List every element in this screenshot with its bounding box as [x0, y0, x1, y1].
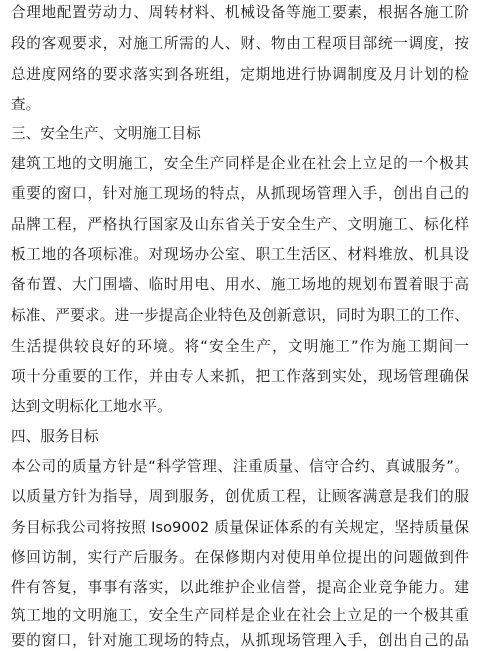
paragraph-line: 生活提供较良好的环境。将“安全生产，文明施工”作为施工期间一	[11, 338, 469, 355]
paragraph-line: 修回访制，实行产后服务。在保修期内对使用单位提出的问题做到件	[11, 549, 469, 566]
paragraph-line: 段的客观要求，对施工所需的人、财、物由工程项目部统一调度，按	[11, 35, 469, 52]
paragraph-line: 合理地配置劳动力、周转材料、机械设备等施工要素，根据各施工阶	[11, 4, 469, 21]
paragraph-line: 重要的窗口，针对施工现场的特点，从抓现场管理入手，创出自己的	[11, 185, 469, 202]
paragraph-line: 品牌工程，严格执行国家及山东省关于安全生产、文明施工、标化样	[11, 216, 469, 233]
paragraph-line: 以质量方针为指导，周到服务，创优质工程，让顾客满意是我们的服	[11, 488, 469, 505]
paragraph-line: 总进度网络的要求落实到各班组，定期地进行协调制度及月计划的检	[11, 66, 469, 83]
section-heading: 三、安全生产、文明施工目标	[11, 125, 201, 142]
paragraph-line: 备布置、大门围墙、临时用电、用水、施工场地的规划布置着眼于高	[11, 276, 469, 293]
paragraph-line: 务目标我公司将按照 Iso9002 质量保证体系的有关规定，坚持质量保	[11, 519, 469, 536]
paragraph-line: 标准、严要求。进一步提高企业特色及创新意识，同时为职工的工作、	[11, 307, 469, 324]
paragraph-line: 板工地的各项标准。对现场办公室、职工生活区、材料堆放、机具设	[11, 246, 469, 263]
paragraph-line: 要的窗口，针对施工现场的特点，从抓现场管理入手，创出自己的品	[11, 632, 469, 649]
paragraph-line: 项十分重要的工作，并由专人来抓，把工作落到实处，现场管理确保	[11, 368, 469, 385]
section-heading: 四、服务目标	[11, 428, 99, 445]
paragraph-line: 本公司的质量方针是“科学管理、注重质量、信守合约、真诚服务”。	[11, 458, 469, 475]
paragraph-line: 件有答复，事事有落实，以此维护企业信誉，提高企业竞争能力。建	[11, 579, 469, 596]
paragraph-line: 建筑工地的文明施工，安全生产同样是企业在社会上立足的一个极其	[11, 155, 469, 172]
paragraph-line: 达到文明标化工地水平。	[11, 398, 172, 415]
paragraph-line: 筑工地的文明施工，安全生产同样是企业在社会上立足的一个极其重	[11, 607, 469, 624]
paragraph-line: 查。	[11, 96, 41, 113]
